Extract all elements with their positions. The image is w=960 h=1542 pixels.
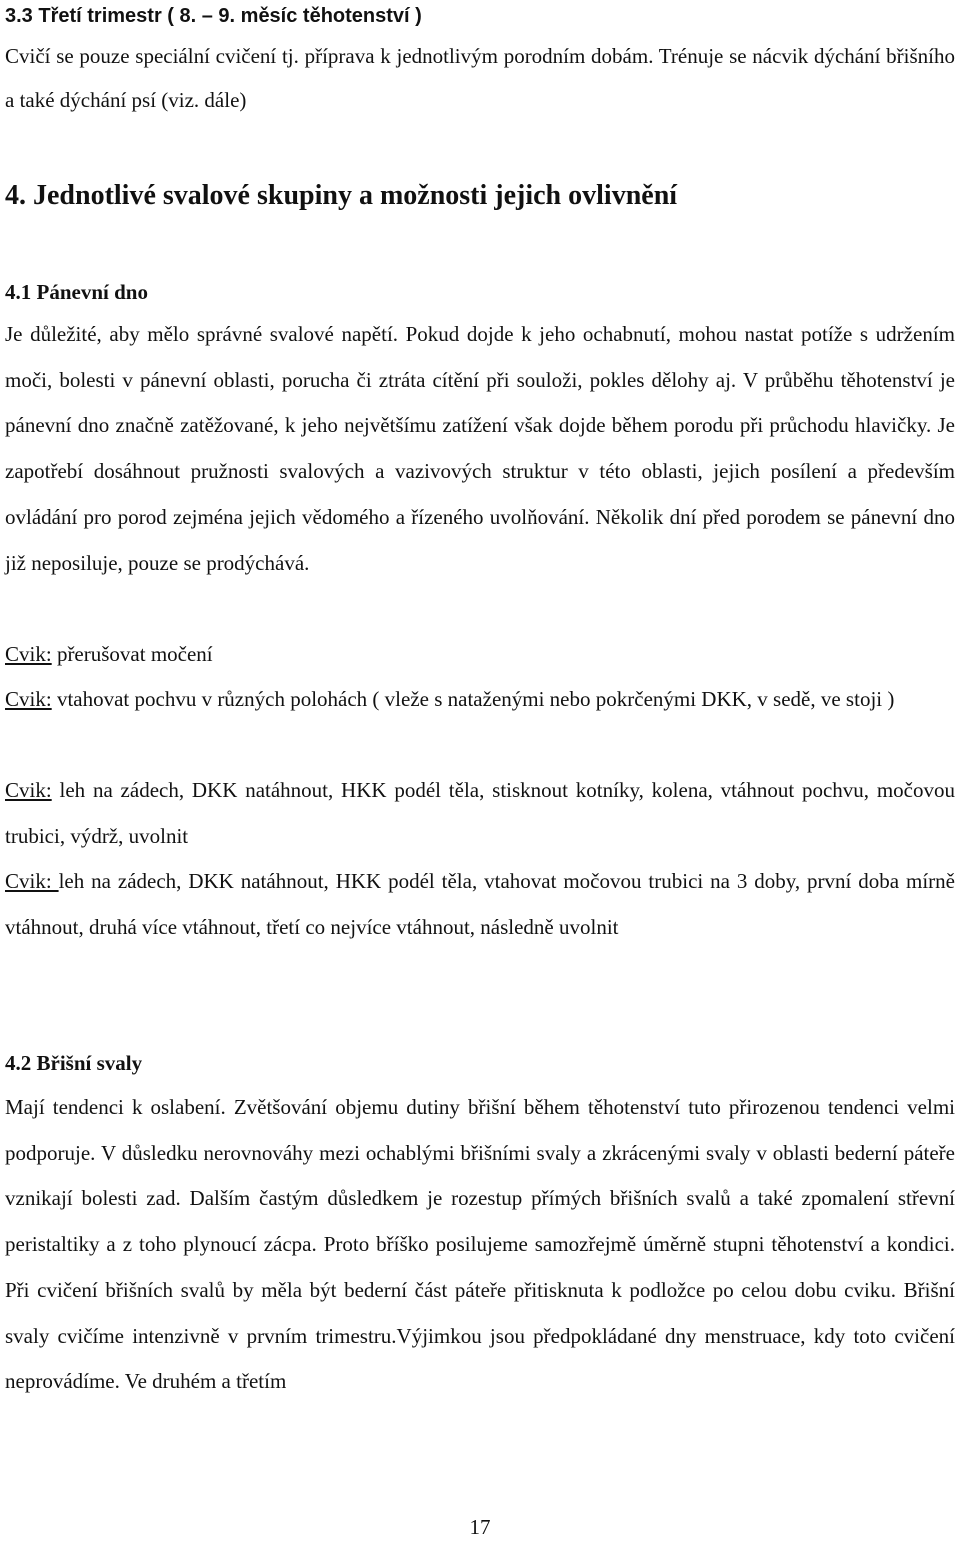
exercise-item bbox=[5, 677, 955, 723]
exercise-label: Cvik: bbox=[5, 778, 52, 802]
exercise-text: vtahovat pochvu v různých polohách ( vleže s nataženými nebo pokrčenými DKK, v sedě, ve stoji ) bbox=[51, 687, 895, 711]
exercise-item bbox=[5, 632, 955, 678]
exercise-label: Cvik: bbox=[5, 687, 52, 711]
heading-4-1: 4.1 Pánevní dno bbox=[5, 280, 148, 304]
page-number: 17 bbox=[469, 1515, 491, 1539]
exercise-item bbox=[5, 859, 955, 950]
exercise-label: Cvik: bbox=[5, 642, 52, 666]
exercise-item bbox=[5, 768, 955, 859]
exercise-text: přerušovat močení bbox=[51, 642, 213, 666]
paragraph-4-2: Mají tendenci k oslabení. Zvětšování objemu dutiny břišní během těhotenství tuto přirozenou tendenci velmi podporuje. V důsledku nerovnováhy mezi ochablými břišními svaly a zkrácenými svaly v oblasti bederní páteře vznikají bolesti zad. Dalším častým důsledkem je rozestup přímých břišních svalů a také zpomalení střevní peristaltiky a z toho plynoucí zácpa. Proto bříško posilujeme samozřejmě úměrně stupni těhotenství a kondici. Při cvičení břišních svalů by měla být bederní část páteře přitisknuta k podložce po celou dobu cviku. Břišní svaly cvičíme intenzivně v prvním trimestru.Výjimkou jsou předpokládané dny menstruace, kdy toto cvičení neprovádíme. Ve druhém a třetím bbox=[5, 1095, 955, 1394]
heading-3-3: 3.3 Třetí trimestr ( 8. – 9. měsíc těhotenství ) bbox=[5, 5, 422, 27]
paragraph-4-1: Je důležité, aby mělo správné svalové napětí. Pokud dojde k jeho ochabnutí, mohou nastat potíže s udržením moči, bolesti v pánevní oblasti, porucha či ztráta cítění při souloži, pokles dělohy aj. V průběhu těhotenství je pánevní dno značně zatěžované, k jeho největšímu zatížení však dojde během porodu při průchodu hlavičky. Je zapotřebí dosáhnout pružnosti svalových a vazivových struktur v této oblasti, jejich posílení a především ovládání pro porod zejména jejich vědomého a řízeného uvolňování. Několik dní před porodem se pánevní dno již neposiluje, pouze se prodýchává. bbox=[5, 322, 955, 575]
exercise-label: Cvik: bbox=[5, 869, 59, 893]
exercise-text: leh na zádech, DKK natáhnout, HKK podél těla, vtahovat močovou trubici na 3 doby, první doba mírně vtáhnout, druhá více vtáhnout, třetí co nejvíce vtáhnout, následně uvolnit bbox=[5, 869, 955, 939]
heading-4-2: 4.2 Břišní svaly bbox=[5, 1051, 143, 1075]
heading-4: 4. Jednotlivé svalové skupiny a možnosti jejich ovlivnění bbox=[5, 180, 678, 211]
exercise-text: leh na zádech, DKK natáhnout, HKK podél těla, stisknout kotníky, kolena, vtáhnout pochvu, močovou trubici, výdrž, uvolnit bbox=[5, 778, 955, 848]
paragraph-3-3: Cvičí se pouze speciální cvičení tj. příprava k jednotlivým porodním dobám. Trénuje se nácvik dýchání břišního a také dýchání psí (viz. dále) bbox=[5, 44, 955, 112]
